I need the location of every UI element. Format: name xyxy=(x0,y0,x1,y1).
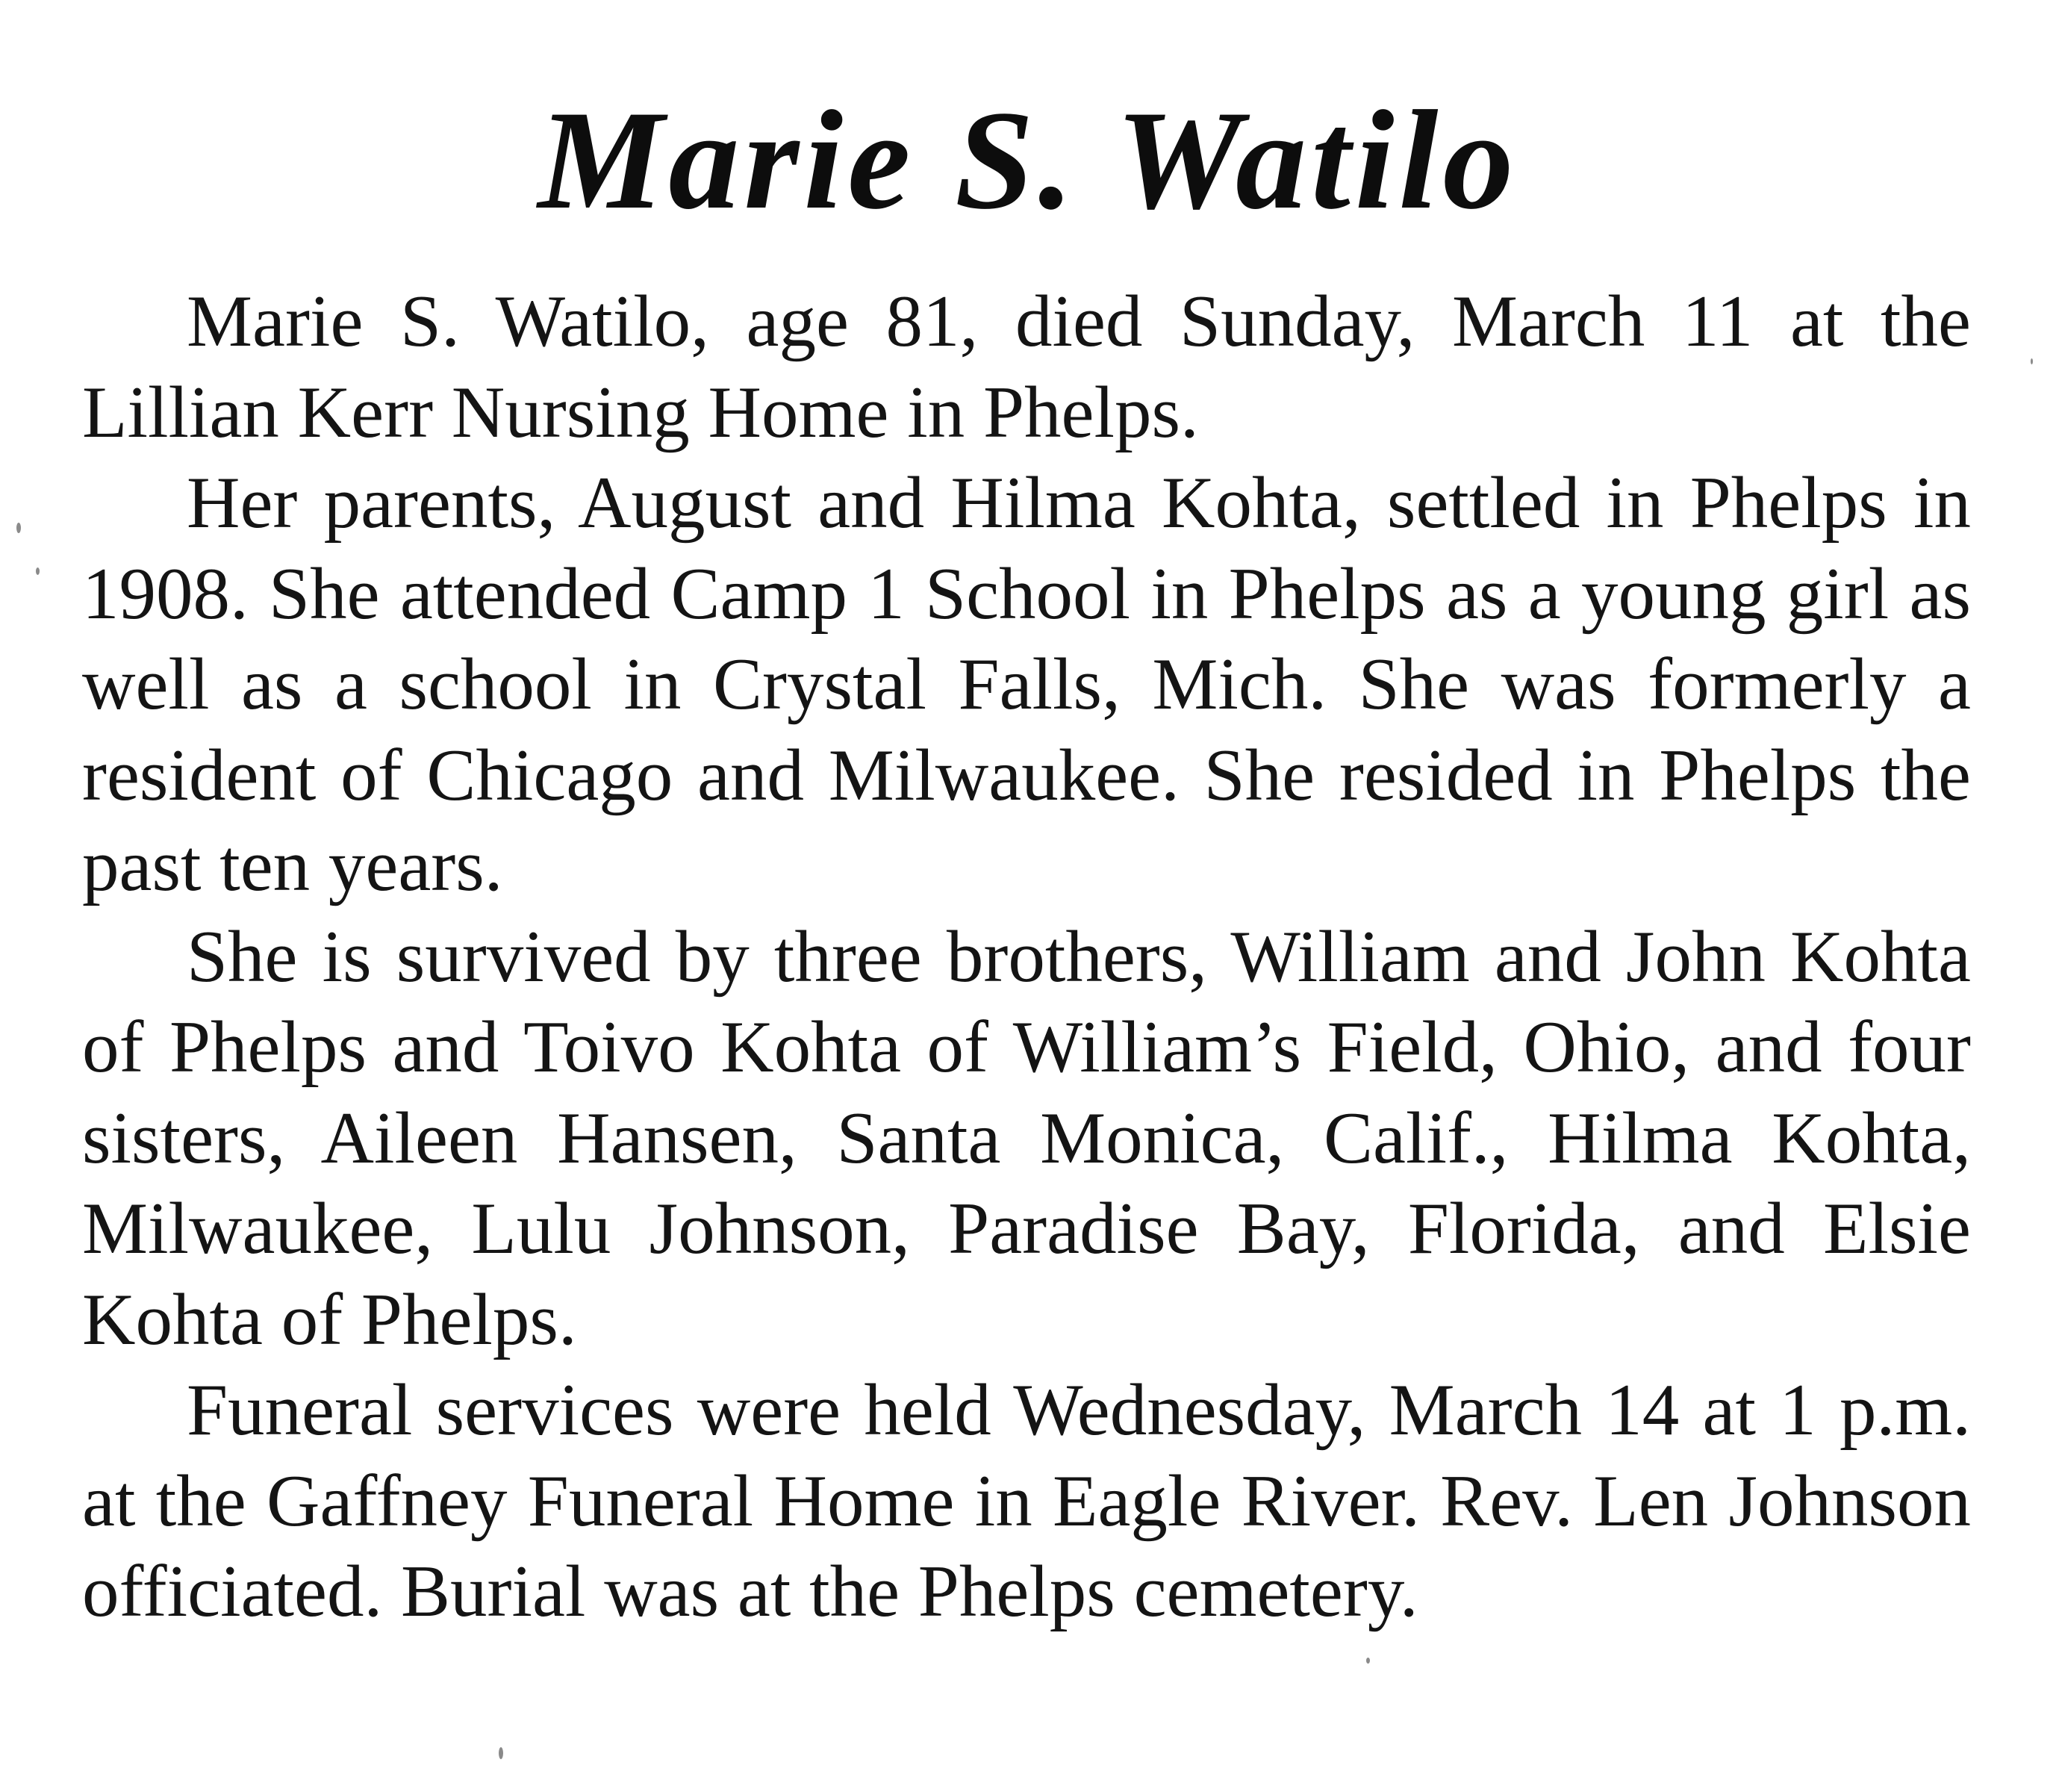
scan-speck xyxy=(2031,358,2033,364)
scan-speck xyxy=(499,1747,503,1759)
scan-speck xyxy=(16,523,21,533)
scan-speck xyxy=(1366,1658,1370,1664)
paragraph-survivors: She is survived by three brothers, William and John Kohta of Phelps and Toivo Kohta of William’s Field, Ohio, and four sisters, Aileen Hansen, Santa Monica, Calif., Hilma Kohta, Milwaukee, Lulu Johnson, Paradise Bay, Florida, and Elsie Kohta of Phelps. xyxy=(82,915,1971,1360)
scan-speck xyxy=(36,567,40,575)
paragraph-funeral-services: Funeral services were held Wednesday, March 14 at 1 p.m. at the Gaffney Funeral Home in Eagle River. Rev. Len Johnson officiated. Burial was at the Phelps cemetery. xyxy=(82,1369,1971,1632)
paragraph-biography: Her parents, August and Hilma Kohta, settled in Phelps in 1908. She attended Camp 1 School in Phelps as a young girl as well as a school in Crystal Falls, Mich. She was formerly a resident of Chicago and Milwaukee. She resided in Phelps the past ten years. xyxy=(82,462,1971,906)
paragraph-death-notice: Marie S. Watilo, age 81, died Sunday, March 11 at the Lillian Kerr Nursing Home in Phelps. xyxy=(82,281,1971,453)
obituary-headline: Marie S. Watilo xyxy=(538,82,1518,239)
obituary-body xyxy=(82,276,1971,1637)
